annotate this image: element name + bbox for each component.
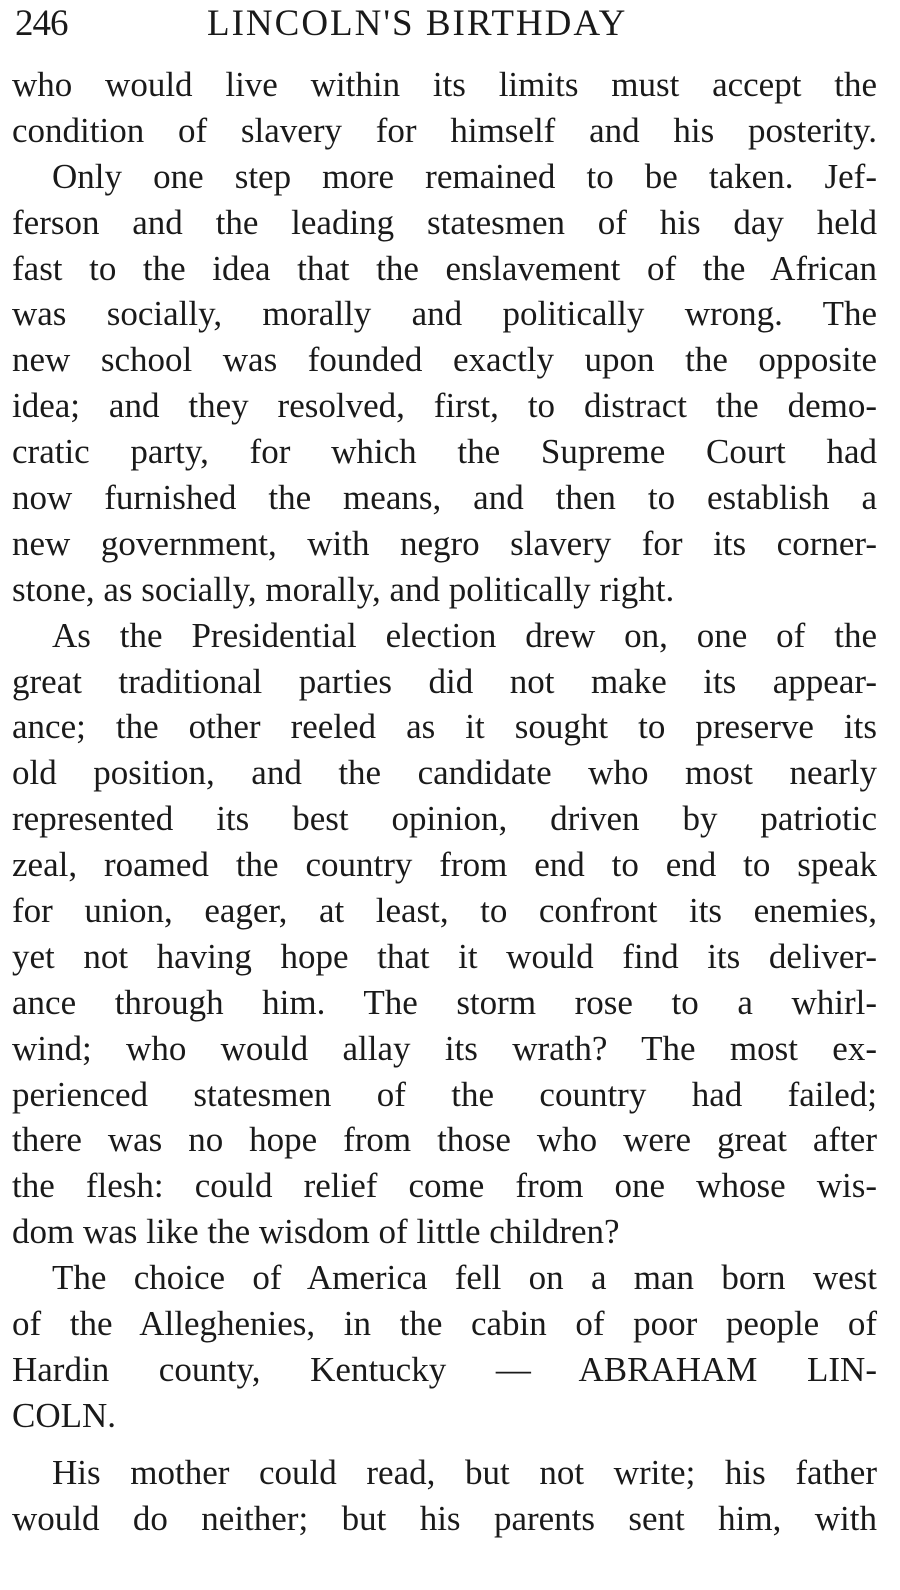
- text-line: perienced statesmen of the country had failed;: [12, 1074, 877, 1114]
- text-line: now furnished the means, and then to establish a: [12, 478, 877, 518]
- text-line: His mother could read, but not write; his father: [52, 1452, 877, 1492]
- text-line: wind; who would allay its wrath? The most ex-: [12, 1028, 877, 1068]
- text-line: Hardin county, Kentucky — ABRAHAM LIN-: [12, 1349, 877, 1389]
- text-line: great traditional parties did not make its appear-: [12, 661, 877, 701]
- paragraph-presidential-election: [12, 613, 877, 1255]
- text-line: old position, and the candidate who most nearly: [12, 753, 877, 793]
- text-line: was socially, morally and politically wrong. The: [12, 294, 877, 334]
- text-line: who would live within its limits must accept the: [12, 65, 877, 104]
- text-line: new school was founded exactly upon the opposite: [12, 340, 877, 380]
- text-line: there was no hope from those who were great after: [12, 1120, 877, 1160]
- text-line: ance through him. The storm rose to a whirl-: [12, 982, 877, 1022]
- paragraph-choice-of-america: [12, 1255, 877, 1439]
- text-line: ance; the other reeled as it sought to preserve its: [12, 707, 877, 747]
- text-line: COLN.: [12, 1395, 117, 1435]
- text-line: dom was like the wisdom of little children?: [12, 1212, 620, 1252]
- text-line: idea; and they resolved, first, to distract the demo-: [12, 386, 877, 426]
- text-line: would do neither; but his parents sent him, with: [12, 1498, 877, 1538]
- text-line: of the Alleghenies, in the cabin of poor people of: [12, 1304, 877, 1344]
- book-page: [12, 0, 877, 1542]
- text-line: yet not having hope that it would find its deliver-: [12, 936, 877, 976]
- text-line: ferson and the leading statesmen of his day held: [12, 202, 877, 242]
- paragraph-continuation: [12, 62, 877, 154]
- text-line: cratic party, for which the Supreme Court had: [12, 432, 877, 472]
- running-head: LINCOLN'S BIRTHDAY: [207, 3, 628, 44]
- text-line: stone, as socially, morally, and politically right.: [12, 569, 675, 609]
- page-number: 246: [15, 3, 68, 44]
- paragraph-his-mother: [12, 1450, 877, 1542]
- text-line: condition of slavery for himself and his posterity.: [12, 110, 877, 150]
- text-line: for union, eager, at least, to confront its enemies,: [12, 891, 877, 931]
- text-line: fast to the idea that the enslavement of the African: [12, 248, 877, 288]
- paragraph-one-step: [12, 154, 877, 613]
- text-line: The choice of America fell on a man born west: [52, 1258, 877, 1298]
- text-line: As the Presidential election drew on, one of the: [52, 615, 877, 655]
- text-line: Only one step more remained to be taken. Jef-: [52, 156, 877, 196]
- page-header: [12, 0, 877, 62]
- text-line: zeal, roamed the country from end to end to speak: [12, 845, 877, 885]
- text-line: represented its best opinion, driven by patriotic: [12, 799, 877, 839]
- text-line: new government, with negro slavery for its corner-: [12, 523, 877, 563]
- text-line: the flesh: could relief come from one whose wis-: [12, 1166, 877, 1206]
